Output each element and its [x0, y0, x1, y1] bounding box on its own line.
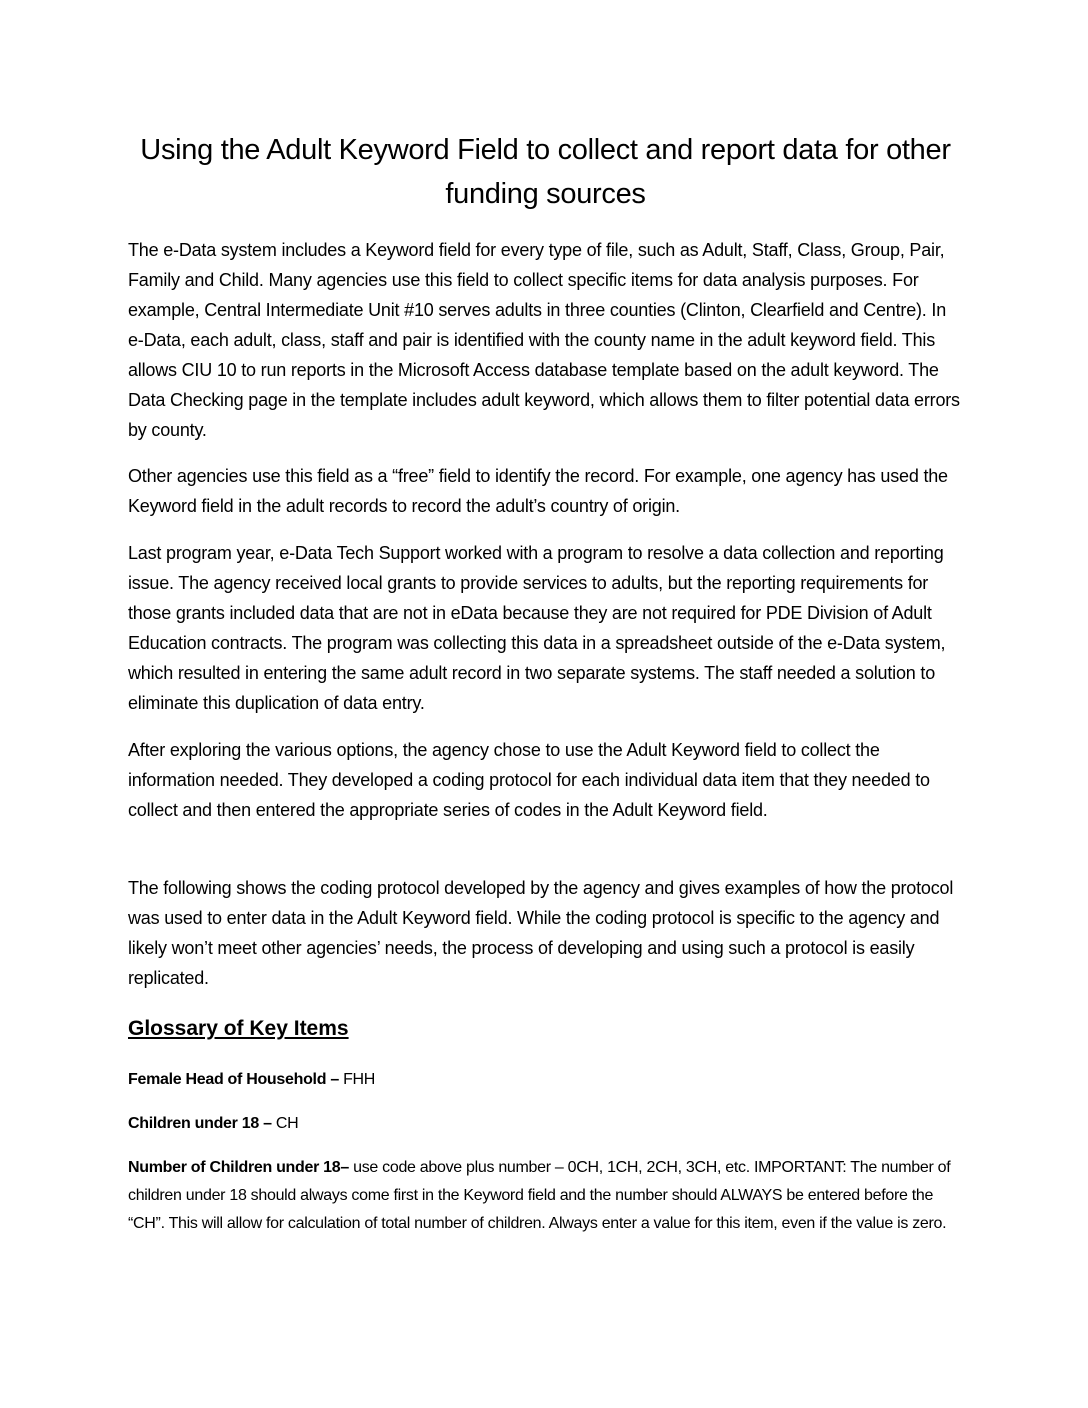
glossary-definition: use code above plus number – 0CH, 1CH, 2CH, 3CH, etc. IMPORTANT: The number of children under 18 should always come first in the Keyword field and the number should ALWAYS be entered before the “CH”. This will allow for calculation of total number of children. Always enter a value for this item, even if the value is zero.: [128, 1159, 951, 1232]
glossary-item-number-of-children: [128, 1154, 963, 1238]
paragraph-options-explored: After exploring the various options, the agency chose to use the Adult Keyword field to collect the information needed. They developed a coding protocol for each individual data item that they needed to collect and then entered the appropriate series of codes in the Adult Keyword field.: [128, 740, 930, 820]
paragraph-free-field: Other agencies use this field as a “free” field to identify the record. For example, one agency has used the Keyword field in the adult records to record the adult’s country of origin.: [128, 466, 948, 516]
paragraph-coding-protocol: The following shows the coding protocol developed by the agency and gives examples of how the protocol was used to enter data in the Adult Keyword field. While the coding protocol is specific to the agency and likely won’t meet other agencies’ needs, the process of developing and using such a protocol is easily replicated.: [128, 878, 954, 988]
glossary-definition: CH: [271, 1115, 299, 1132]
paragraph-last-program-year: Last program year, e-Data Tech Support worked with a program to resolve a data collection and reporting issue. The agency received local grants to provide services to adults, but the reporting requirements for those grants included data that are not in eData because they are not required for PDE Division of Adult Education contracts. The program was collecting this data in a spreadsheet outside of the e-Data system, which resulted in entering the same adult record in two separate systems. The staff needed a solution to eliminate this duplication of data entry.: [128, 543, 946, 713]
glossary-term: Female Head of Household –: [128, 1071, 339, 1088]
paragraph-keyword-field-overview: The e-Data system includes a Keyword field for every type of file, such as Adult, Staff, Class, Group, Pair, Family and Child. Many agencies use this field to collect specific items for data analysis purposes. For example, Central Intermediate Unit #10 serves adults in three counties (Clinton, Clearfield and Centre). In e-Data, each adult, class, staff and pair is identified with the county name in the adult keyword field. This allows CIU 10 to run reports in the Microsoft Access database template based on the adult keyword. The Data Checking page in the template includes adult keyword, which allows them to filter potential data errors by county.: [128, 240, 960, 440]
glossary-definition: FHH: [338, 1071, 376, 1088]
glossary-item-female-head-of-household: [128, 1066, 963, 1094]
document-title: Using the Adult Keyword Field to collect and report data for other funding sources: [140, 134, 951, 210]
glossary-heading: Glossary of Key Items: [128, 1017, 349, 1040]
glossary-item-children-under-18: [128, 1110, 963, 1138]
glossary-term: Number of Children under 18–: [128, 1159, 349, 1176]
glossary-term: Children under 18 –: [128, 1115, 272, 1132]
